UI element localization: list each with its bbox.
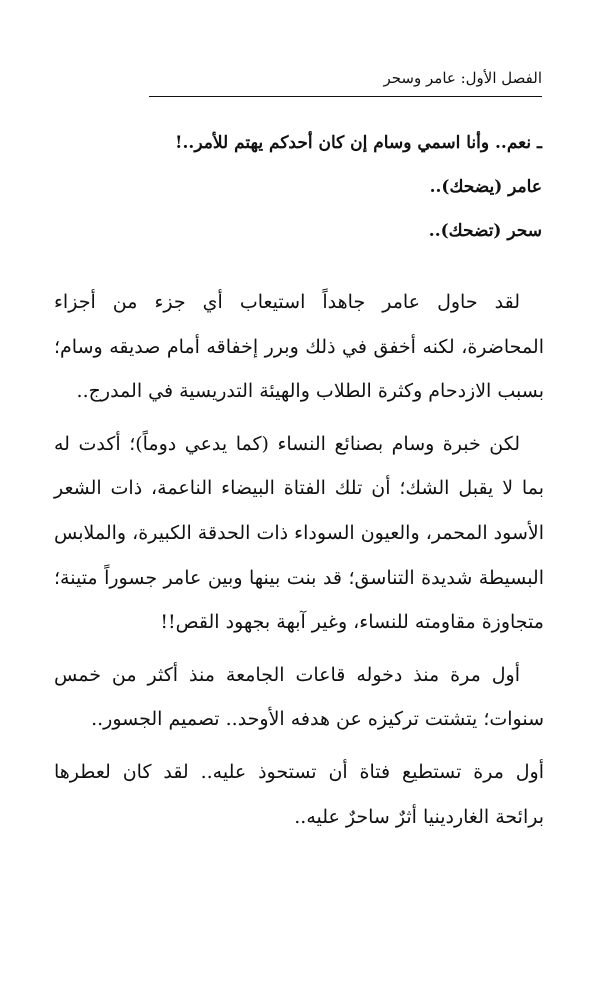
dialogue-block (56, 121, 542, 253)
paragraph: أول مرة تستطيع فتاة أن تستحوذ عليه.. لقد كان لعطرها برائحة الغاردينيا أثرٌ ساحرٌ عليه.. (54, 760, 544, 828)
body-text (54, 280, 544, 847)
paragraph: لكن خبرة وسام بصنائع النساء (كما يدعي دوماً)؛ أكدت له بما لا يقبل الشك؛ أن تلك الفتاة البيضاء الناعمة، ذات الشعر الأسود المحمر، والعيون السوداء ذات الحدقة الكبيرة، والملابس البسيطة شديدة التناسق؛ قد بنت بينها وبين عامر جسوراً متينة؛ متجاوزة مقاومته للنساء، وغير آبهة بجهود القص!! (54, 432, 544, 634)
header-divider (149, 96, 542, 97)
paragraph: أول مرة منذ دخوله قاعات الجامعة منذ أكثر من خمس سنوات؛ يتشتت تركيزه عن هدفه الأوحد.. تصميم الجسور.. (54, 663, 544, 731)
running-header: الفصل الأول: عامر وسحر (383, 69, 542, 87)
dialogue-line: عامر (يضحك).. (429, 177, 542, 197)
dialogue-line: ـ نعم.. وأنا اسمي وسام إن كان أحدكم يهتم للأمر..! (175, 133, 542, 153)
paragraph: لقد حاول عامر جاهداً استيعاب أي جزء من أجزاء المحاضرة، لكنه أخفق في ذلك وبرر إخفاقه أمام صديقه وسام؛ بسبب الازدحام وكثرة الطلاب والهيئة التدريسية في المدرج.. (54, 291, 544, 403)
dialogue-line: سحر (تضحك).. (428, 221, 542, 241)
